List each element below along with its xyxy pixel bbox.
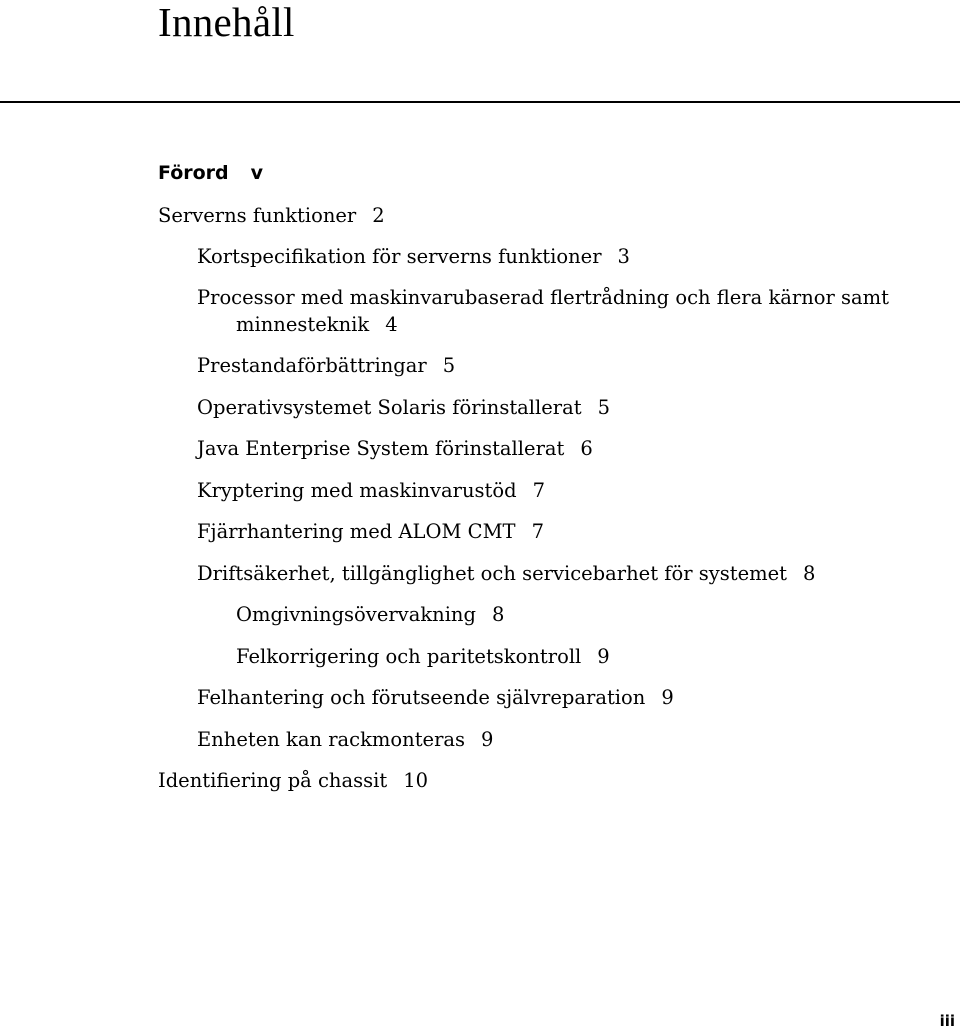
toc-entry-section[interactable] xyxy=(197,477,545,504)
toc-entry-section[interactable] xyxy=(197,394,610,421)
toc-entry-text-line2: minnesteknik xyxy=(236,313,370,336)
toc-entry-page: 7 xyxy=(531,520,544,543)
toc-entry-page: 8 xyxy=(803,562,816,585)
toc-entry-text: Kortspecifikation för serverns funktioner xyxy=(197,245,602,268)
toc-entry-text-line2-wrap xyxy=(197,311,889,338)
toc-entry-page: 9 xyxy=(481,728,494,751)
toc-entry-section[interactable] xyxy=(197,726,493,753)
toc-entry-section[interactable] xyxy=(197,684,674,711)
toc-entry-chapter[interactable] xyxy=(158,767,428,794)
toc-entry-section[interactable] xyxy=(197,352,455,379)
toc-entry-text: Förord xyxy=(158,162,229,184)
toc-entry-section[interactable] xyxy=(197,243,630,270)
toc-entry-page: 9 xyxy=(661,686,674,709)
toc-entry-text: Java Enterprise System förinstallerat xyxy=(197,437,565,460)
toc-entry-text: Operativsystemet Solaris förinstallerat xyxy=(197,396,582,419)
toc-entry-text: Omgivningsövervakning xyxy=(236,603,476,626)
toc-entry-text: Enheten kan rackmonteras xyxy=(197,728,466,751)
toc-entry-text: Driftsäkerhet, tillgänglighet och servicebarhet för systemet xyxy=(197,562,787,585)
toc-entry-section[interactable] xyxy=(197,560,815,587)
toc-entry-text: Felhantering och förutseende självreparation xyxy=(197,686,646,709)
title-rule xyxy=(0,101,960,103)
page-title: Innehåll xyxy=(158,0,295,45)
toc-entry-page: 6 xyxy=(580,437,593,460)
toc-entry-page: 8 xyxy=(491,603,505,626)
toc-entry-text: Identifiering på chassit xyxy=(158,769,388,792)
page-number: iii xyxy=(939,1012,955,1030)
toc-entry-text: Fjärrhantering med ALOM CMT xyxy=(197,520,516,543)
toc-entry-text: Felkorrigering och paritetskontroll xyxy=(236,645,582,668)
toc-entry-page: 7 xyxy=(532,479,546,502)
toc-entry-section[interactable] xyxy=(197,518,544,545)
toc-entry-preface[interactable] xyxy=(158,160,263,187)
toc-entry-page: v xyxy=(250,162,264,184)
toc-entry-text: Kryptering med maskinvarustöd xyxy=(197,479,517,502)
toc-entry-page: 3 xyxy=(617,245,630,268)
toc-entry-page: 9 xyxy=(597,645,610,668)
toc-entry-subsection[interactable] xyxy=(236,643,610,670)
toc-entry-subsection[interactable] xyxy=(236,601,504,628)
toc-entry-page: 2 xyxy=(372,204,385,227)
toc-entry-chapter[interactable] xyxy=(158,202,385,229)
toc-entry-text-line1: Processor med maskinvarubaserad flertrådning och flera kärnor samt xyxy=(197,286,889,309)
toc-entry-page: 4 xyxy=(385,313,398,336)
toc-entry-page: 5 xyxy=(597,396,611,419)
toc-entry-section[interactable] xyxy=(197,284,889,338)
toc-entry-text: Serverns funktioner xyxy=(158,204,357,227)
toc-entry-text: Prestandaförbättringar xyxy=(197,354,427,377)
toc-entry-page: 10 xyxy=(403,769,429,792)
toc-entry-section[interactable] xyxy=(197,435,593,462)
toc-entry-page: 5 xyxy=(442,354,456,377)
